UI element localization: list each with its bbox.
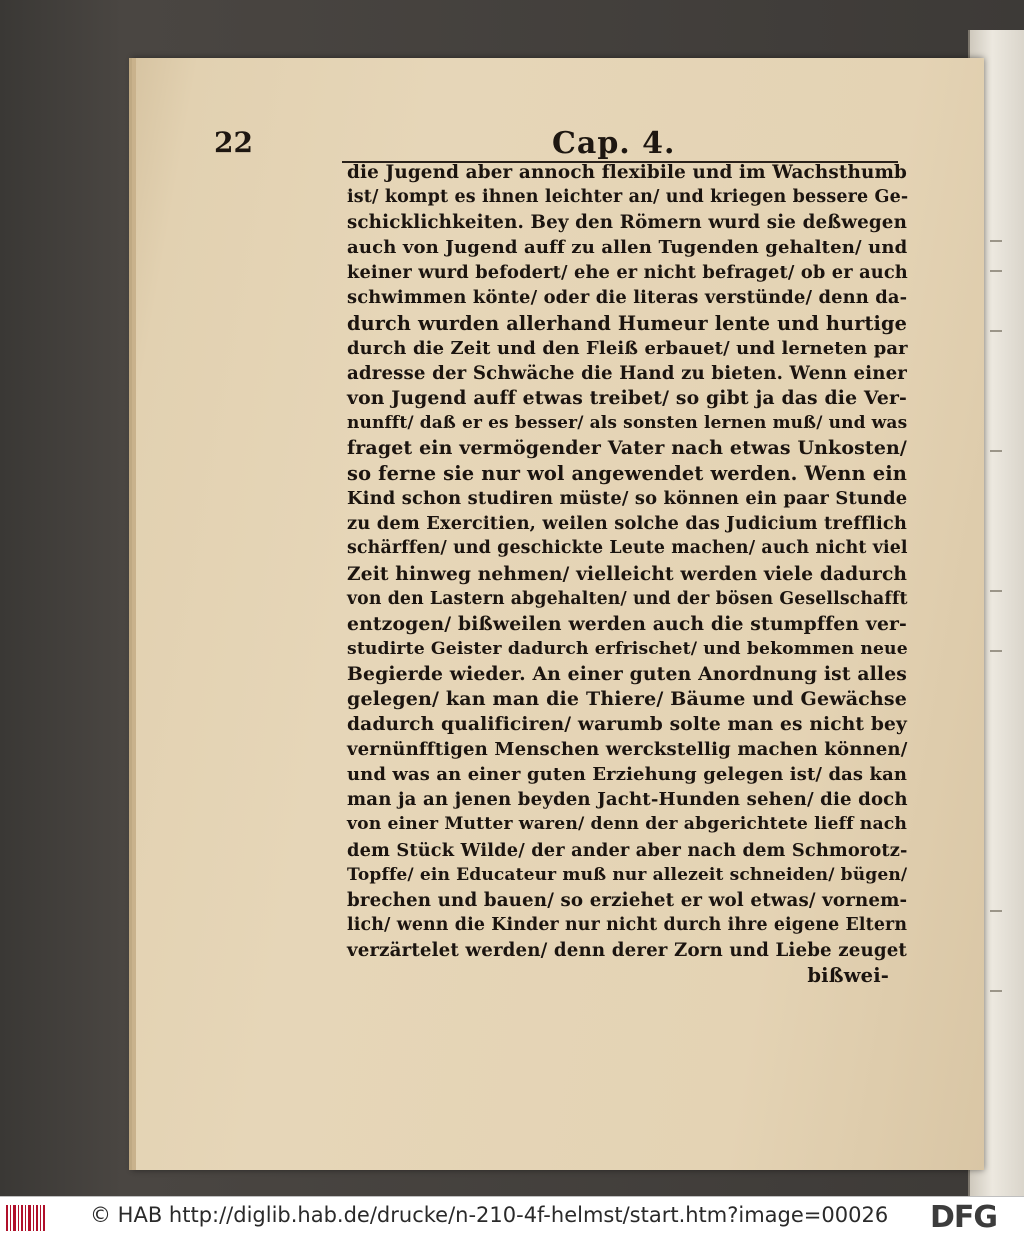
page-number: 22: [214, 126, 253, 159]
text-line: brechen und bauen/ so erziehet er wol etwas/ vornem-: [347, 889, 908, 911]
text-line: adresse der Schwäche die Hand zu bieten. Wenn einer: [347, 362, 907, 384]
text-line: auch von Jugend auff zu allen Tugenden gehalten/ und: [347, 237, 908, 259]
text-line: so ferne sie nur wol angewendet werden. Wenn ein: [347, 462, 907, 486]
text-line: studirte Geister dadurch erfrischet/ und bekommen neue: [347, 638, 908, 659]
text-line: dem Stück Wilde/ der ander aber nach dem Schmorotz-: [347, 839, 908, 861]
text-line: von Jugend auff etwas treibet/ so gibt ja das die Ver-: [347, 386, 907, 409]
text-line: die Jugend aber annoch flexibile und im Wachsthumb: [347, 162, 908, 183]
body-text: [347, 160, 907, 988]
barcode-icon: [6, 1205, 46, 1231]
text-line: dadurch qualificiren/ warumb solte man es nicht bey: [347, 714, 907, 736]
viewer-footer: [0, 1196, 1024, 1238]
text-line: Topffe/ ein Educateur muß nur allezeit schneiden/ bügen/: [347, 864, 908, 885]
text-line: gelegen/ kan man die Thiere/ Bäume und Gewächse: [347, 687, 907, 710]
text-line: man ja an jenen beyden Jacht-Hunden sehen/ die doch: [347, 789, 908, 811]
text-line: nunfft/ daß er es besser/ als sonsten lernen muß/ und was: [347, 412, 908, 433]
chapter-heading: Cap. 4.: [552, 126, 676, 161]
text-line: von den Lastern abgehalten/ und der bösen Gesellschafft: [347, 588, 908, 609]
text-line: fraget ein vermögender Vater nach etwas Unkosten/: [347, 437, 907, 460]
catchword: bißwei-: [807, 964, 889, 987]
citation-link[interactable]: © HAB http://diglib.hab.de/drucke/n-210-4f-helmst/start.htm?image=00026: [90, 1203, 889, 1227]
text-line: lich/ wenn die Kinder nur nicht durch ihre eigene Eltern: [347, 914, 908, 935]
text-line: schwimmen könte/ oder die literas verstünde/ denn da-: [347, 287, 908, 309]
text-line: durch wurden allerhand Humeur lente und hurtige: [347, 311, 907, 335]
text-line: ist/ kompt es ihnen leichter an/ und kriegen bessere Ge-: [347, 187, 909, 208]
text-line: verzärtelet werden/ denn derer Zorn und Liebe zeuget: [347, 939, 907, 961]
text-line: Begierde wieder. An einer guten Anordnung ist alles: [347, 662, 907, 685]
text-line: Zeit hinweg nehmen/ vielleicht werden viele dadurch: [347, 563, 908, 585]
text-line: von einer Mutter waren/ denn der abgerichtete lieff nach: [347, 814, 907, 835]
text-line: Kind schon studiren müste/ so können ein paar Stunde: [347, 488, 908, 510]
text-line: entzogen/ bißweilen werden auch die stumpffen ver-: [347, 612, 907, 635]
text-line: keiner wurd befodert/ ehe er nicht befraget/ ob er auch: [347, 262, 908, 284]
text-line: durch die Zeit und den Fleiß erbauet/ und lerneten par: [347, 337, 908, 359]
text-line: schärffen/ und geschickte Leute machen/ auch nicht viel: [347, 538, 908, 559]
text-line: und was an einer guten Erziehung gelegen ist/ das kan: [347, 764, 908, 786]
dfg-logo: DFG: [930, 1200, 998, 1235]
text-line: schicklichkeiten. Bey den Römern wurd sie deßwegen: [347, 212, 907, 234]
text-line: zu dem Exercitien, weilen solche das Judicium trefflich: [347, 513, 907, 535]
text-line: vernünfftigen Menschen werckstellig machen können/: [347, 739, 908, 761]
